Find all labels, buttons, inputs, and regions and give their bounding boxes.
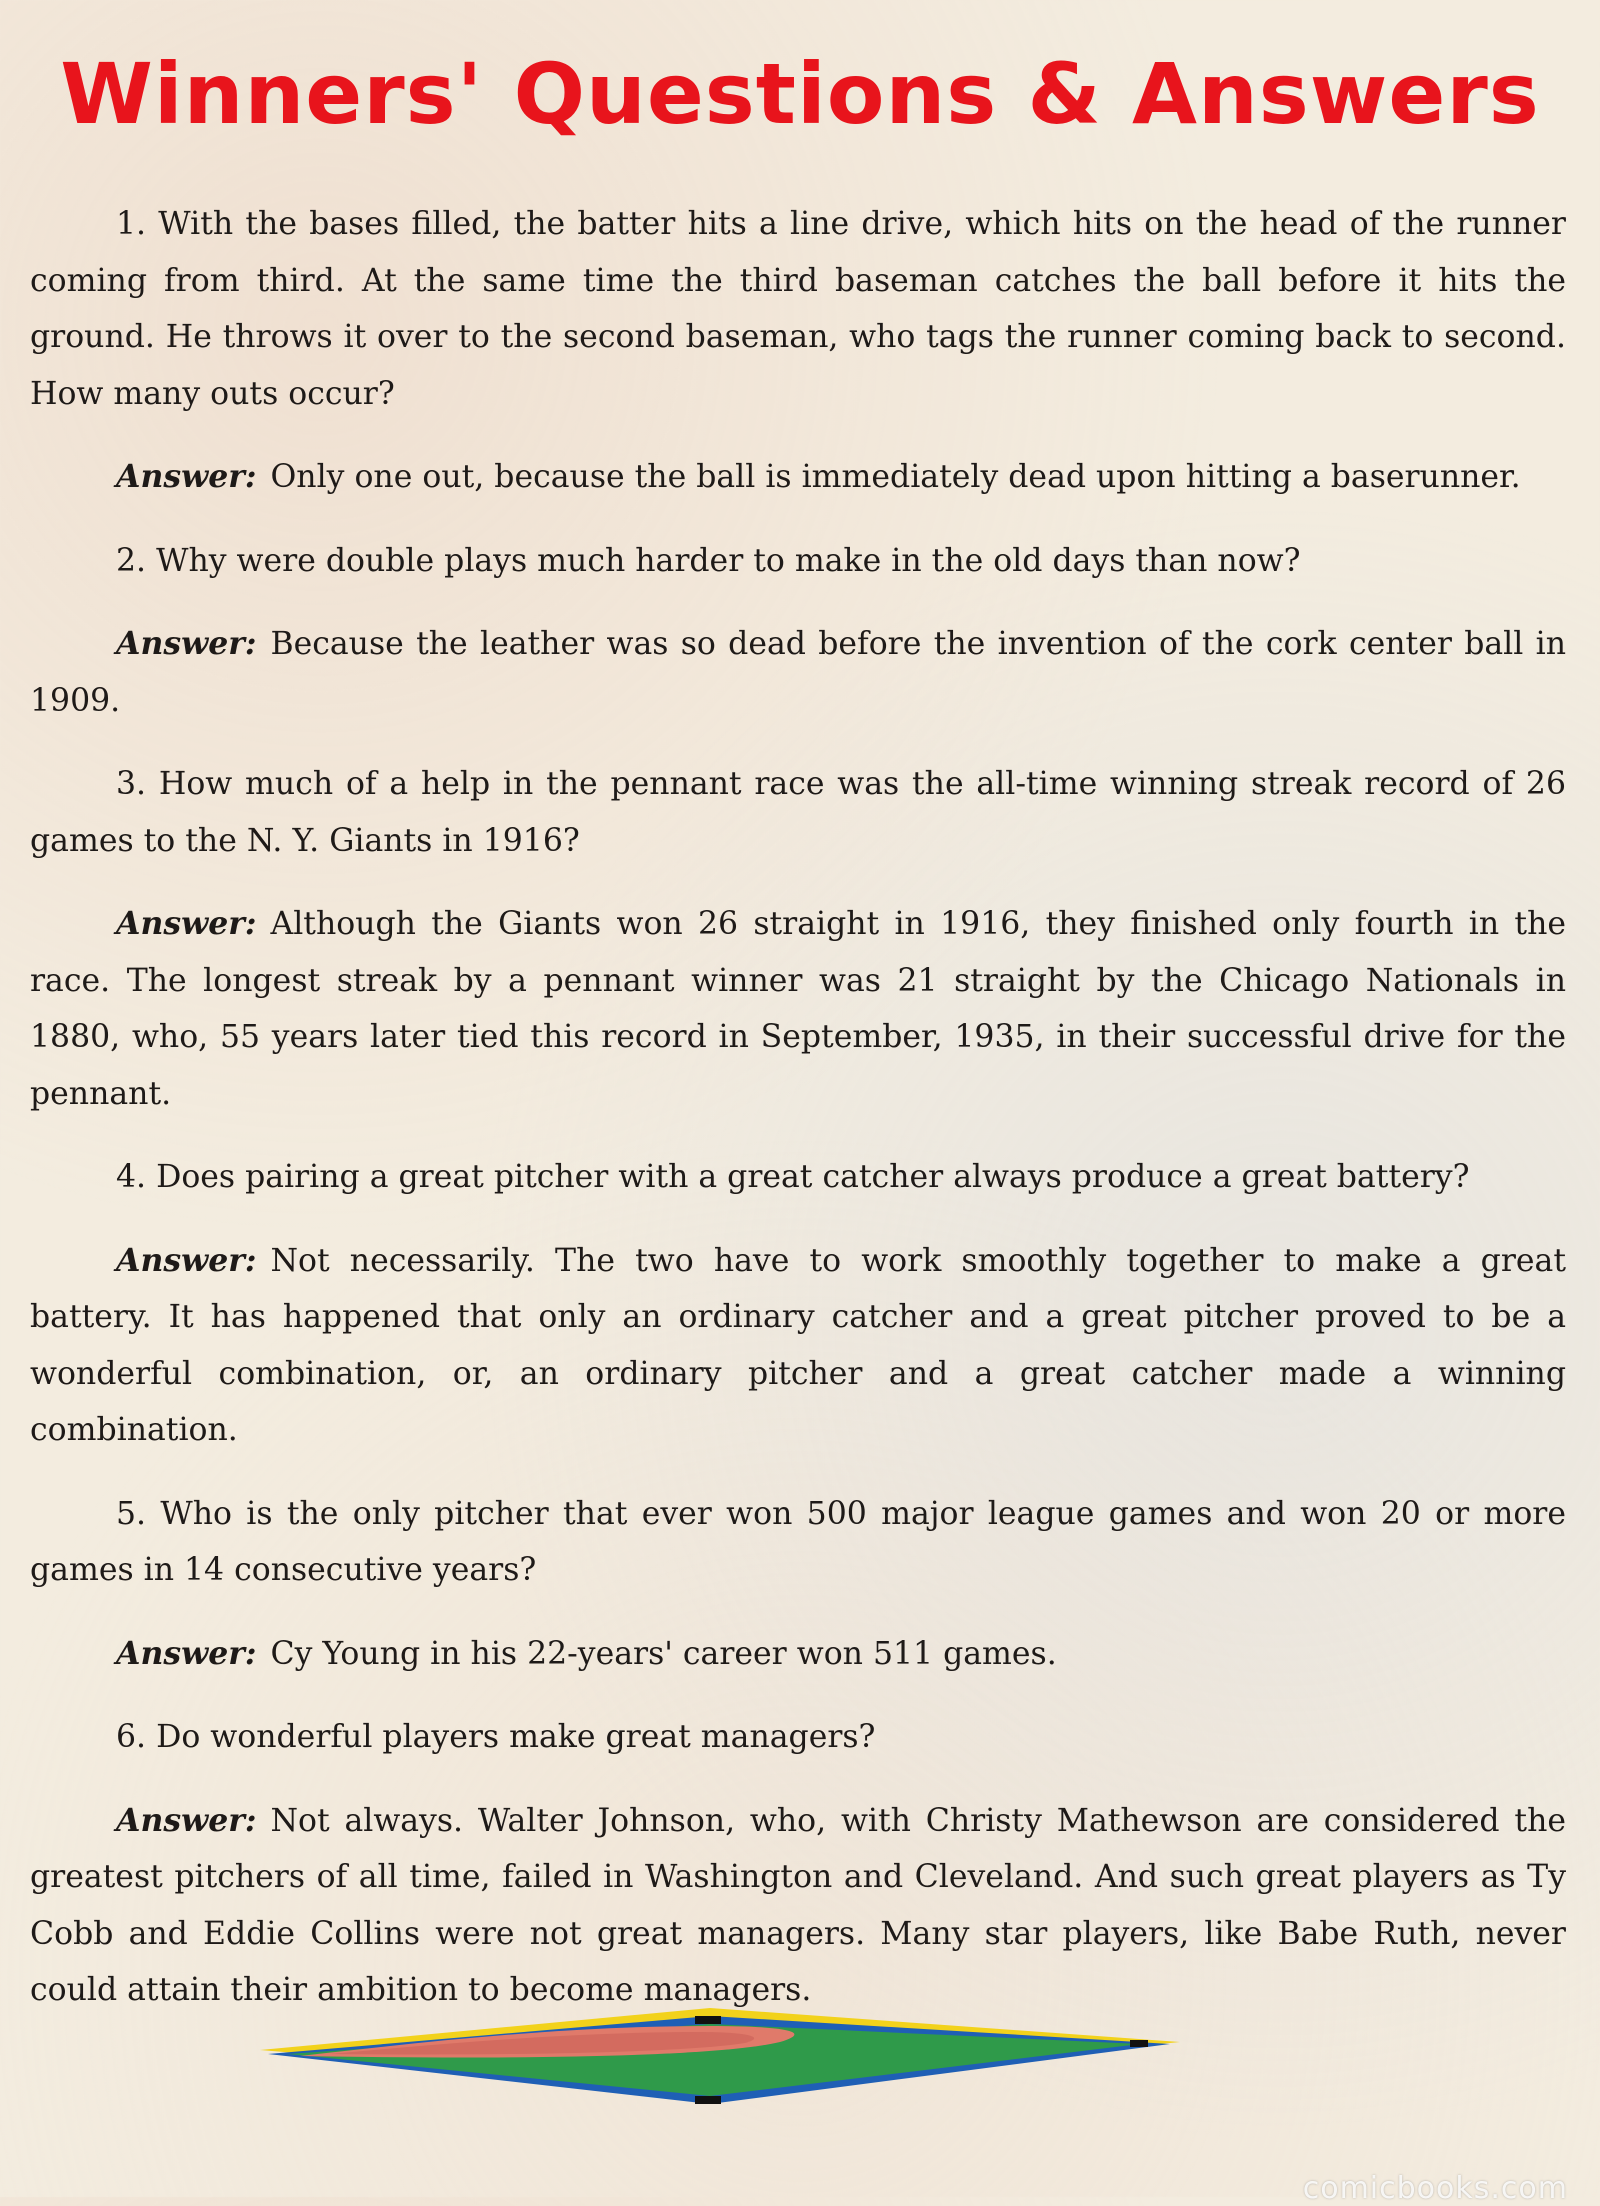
question-4 [30,1149,1566,1206]
question-text: 5. Who is the only pitcher that ever won 500 major league games and won 20 or more games in 14 consecutive years? [30,1495,1566,1588]
answer-label: Answer: [116,1634,257,1672]
watermark: comicbooks.com [1302,2171,1568,2206]
qa-article [30,196,1566,2046]
question-3 [30,756,1566,869]
question-6 [30,1709,1566,1766]
question-text: 3. How much of a help in the pennant race was the all-time winning streak record of 26 games to the N. Y. Giants in 1916? [30,766,1566,859]
answer-4 [30,1233,1566,1459]
answer-3 [30,896,1566,1122]
answer-text: Only one out, because the ball is immediately dead upon hitting a baserunner. [270,459,1521,495]
question-5 [30,1486,1566,1599]
answer-label: Answer: [116,1241,257,1279]
question-text: 6. Do wonderful players make great managers? [116,1719,876,1755]
question-1 [30,196,1566,422]
base-second-icon [695,2016,721,2024]
answer-label: Answer: [116,458,257,495]
answer-text: Although the Giants won 26 straight in 1916, they finished only fourth in the race. The longest streak by a pennant winner was 21 straight by the Chicago Nationals in 1880, who, 55 years later tied this record in September, 1935, in their successful drive for the pennant. [30,906,1566,1112]
answer-label: Answer: [116,1801,257,1839]
answer-1 [30,449,1566,506]
answer-5 [30,1626,1566,1683]
answer-text: Not always. Walter Johnson, who, with Christy Mathewson are considered the greatest pitchers of all time, failed in Washington and Cleveland. And such great players as Ty Cobb and Eddie Collins were not great managers. Many star players, like Babe Ruth, never could attain their ambition to become managers. [30,1802,1566,2008]
answer-text: Not necessarily. The two have to work smoothly together to make a great battery. It has happened that only an ordinary catcher and a great pitcher proved to be a wonderful combination, or, an ordinary pitcher and a great catcher made a winning combination. [30,1242,1566,1448]
answer-text: Because the leather was so dead before the invention of the cork center ball in 1909. [30,626,1566,719]
answer-2 [30,616,1566,729]
answer-label: Answer: [116,625,257,662]
base-first-icon [1130,2040,1148,2047]
page-title: Winners' Questions & Answers [60,45,1540,143]
answer-text: Cy Young in his 22-years' career won 511 games. [270,1635,1057,1672]
question-text: 1. With the bases filled, the batter hits a line drive, which hits on the head of the runner coming from third. At the same time the third baseman catches the ball before it hits the ground. He throws it over to the second baseman, who tags the runner coming back to second. How many outs occur? [30,206,1566,412]
question-2 [30,533,1566,590]
base-home-icon [695,2096,721,2104]
answer-label: Answer: [116,905,257,942]
answer-6 [30,1793,1566,2019]
question-text: 4. Does pairing a great pitcher with a great catcher always produce a great battery? [116,1159,1470,1195]
question-text: 2. Why were double plays much harder to make in the old days than now? [116,542,1301,579]
baseball-field-illustration [240,2000,1240,2130]
